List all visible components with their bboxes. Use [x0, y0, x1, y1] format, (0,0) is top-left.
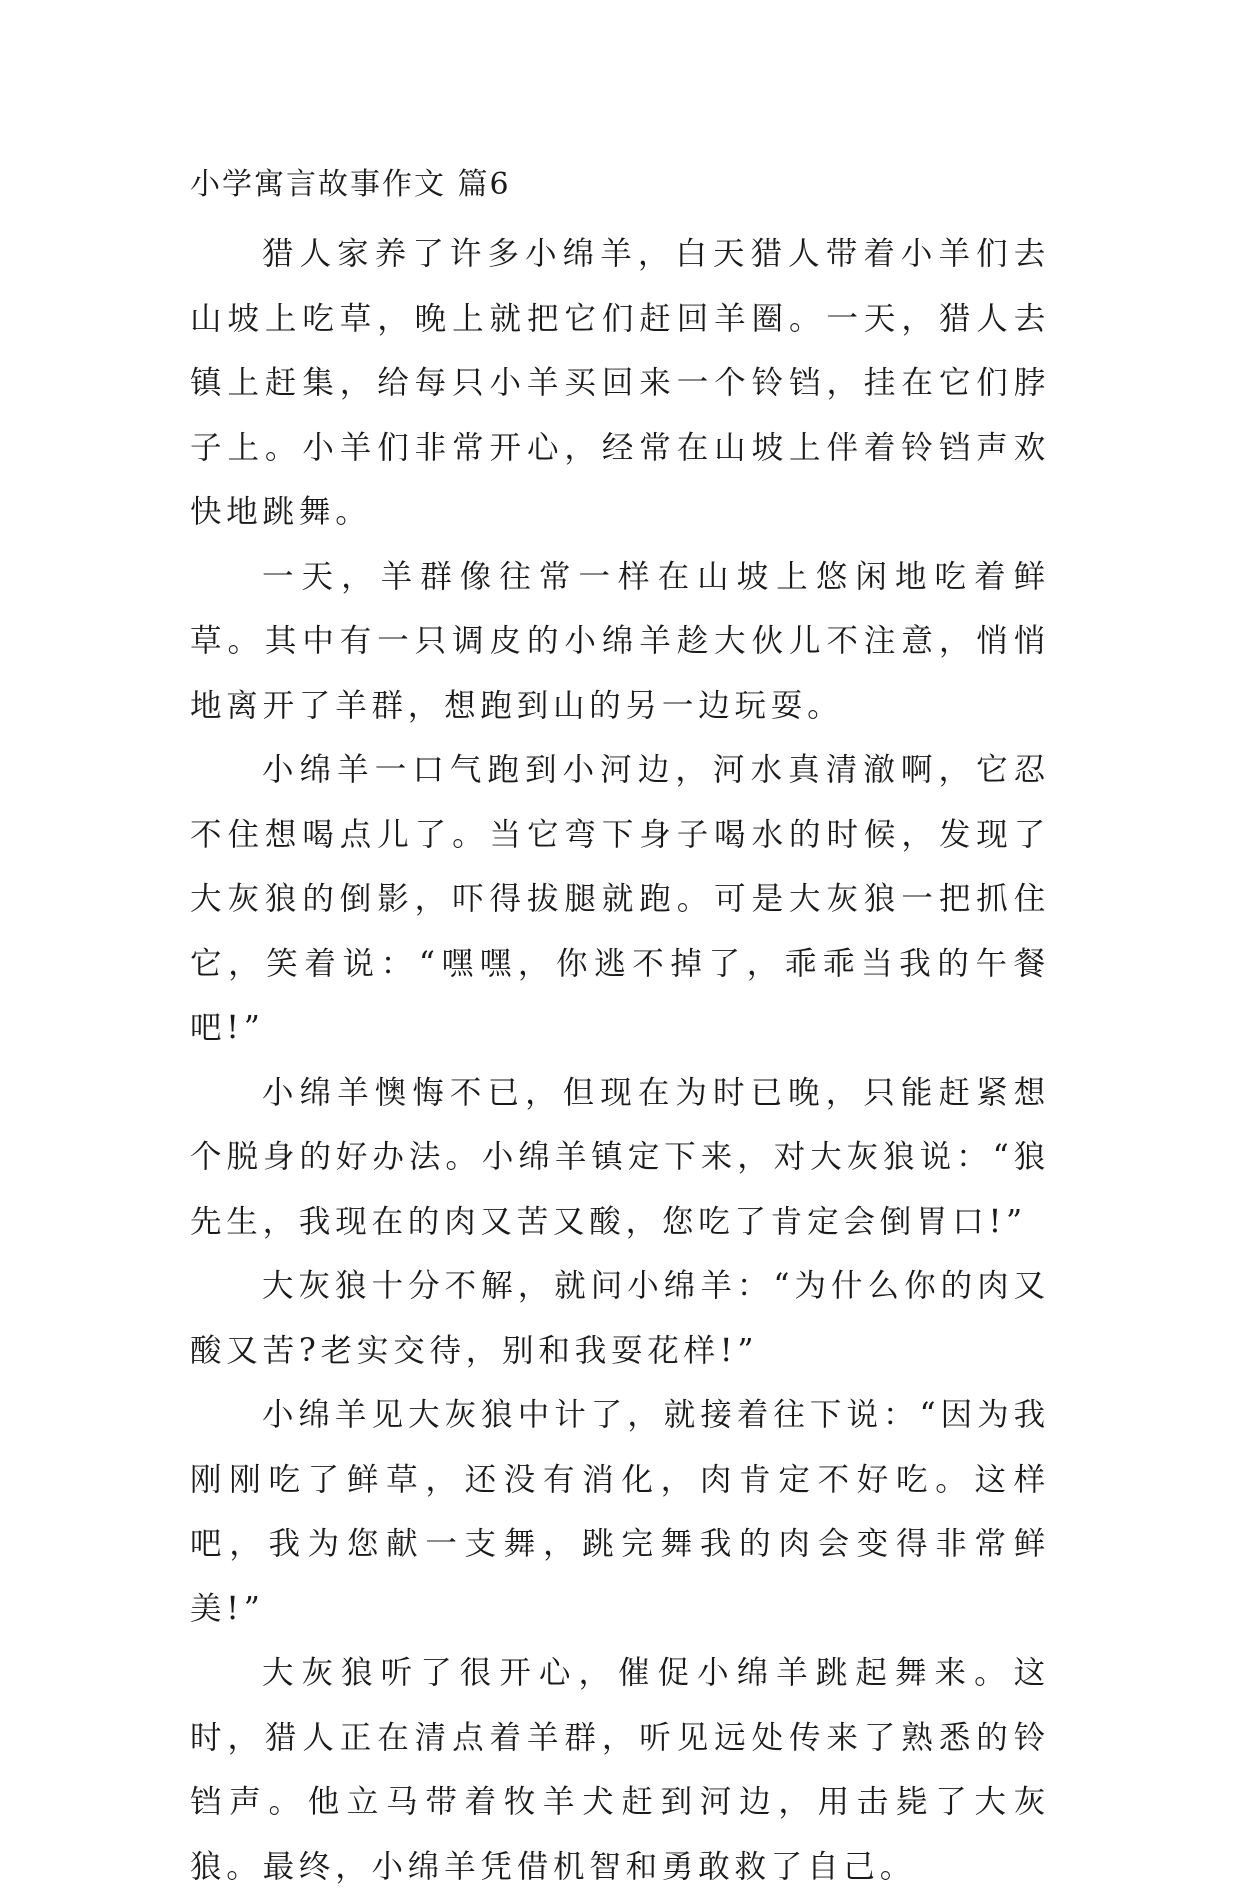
- paragraph: 大灰狼听了很开心，催促小绵羊跳起舞来。这时，猎人正在清点着羊群，听见远处传来了熟悉的铃铛声。他立马带着牧羊犬赶到河边，用击毙了大灰狼。最终，小绵羊凭借机智和勇敢救了自己。: [190, 1655, 1050, 1885]
- paragraph: 小绵羊一口气跑到小河边，河水真清澈啊，它忍不住想喝点儿了。当它弯下身子喝水的时候，发现了大灰狼的倒影，吓得拔腿就跑。可是大灰狼一把抓住它，笑着说：“嘿嘿，你逃不掉了，乖乖当我的午餐吧!”: [190, 752, 1050, 1046]
- paragraph: 小绵羊见大灰狼中计了，就接着往下说：“因为我刚刚吃了鲜草，还没有消化，肉肯定不好吃。这样吧，我为您献一支舞，跳完舞我的肉会变得非常鲜美!”: [190, 1397, 1050, 1627]
- document-body: [190, 222, 1050, 1899]
- paragraph: 大灰狼十分不解，就问小绵羊：“为什么你的肉又酸又苦?老实交待，别和我耍花样!”: [190, 1268, 1050, 1369]
- document-title: 小学寓言故事作文 篇6: [190, 167, 511, 202]
- paragraph: 猎人家养了许多小绵羊，白天猎人带着小羊们去山坡上吃草，晚上就把它们赶回羊圈。一天，猎人去镇上赶集，给每只小羊买回来一个铃铛，挂在它们脖子上。小羊们非常开心，经常在山坡上伴着铃铛声欢快地跳舞。: [190, 236, 1050, 530]
- paragraph: 一天，羊群像往常一样在山坡上悠闲地吃着鲜草。其中有一只调皮的小绵羊趁大伙儿不注意，悄悄地离开了羊群，想跑到山的另一边玩耍。: [190, 558, 1050, 724]
- paragraph: 小绵羊懊悔不已，但现在为时已晚，只能赶紧想个脱身的好办法。小绵羊镇定下来，对大灰狼说：“狼先生，我现在的肉又苦又酸，您吃了肯定会倒胃口!”: [190, 1074, 1050, 1240]
